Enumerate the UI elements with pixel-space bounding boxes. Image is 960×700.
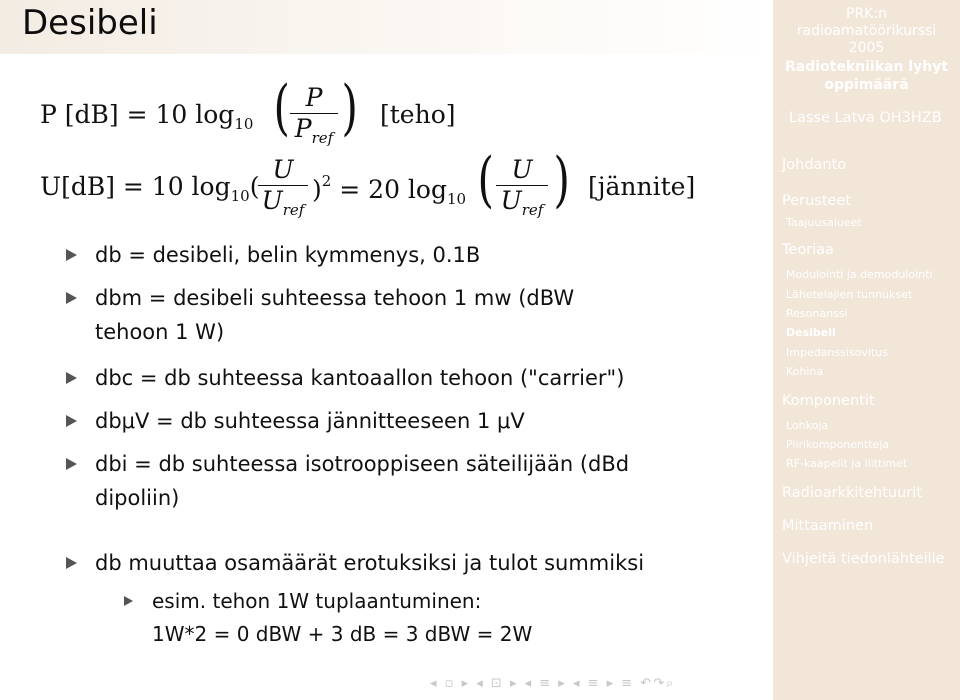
sidebar-sub-taajuusalueet[interactable]: Taajuusalueet: [786, 216, 862, 229]
sidebar-sub-impedanssisovitus[interactable]: Impedanssisovitus: [786, 346, 888, 359]
bullet-item-db: db = desibeli, belin kymmenys, 0.1B: [95, 243, 481, 267]
power-log-base: 10: [234, 115, 254, 133]
sidebar-sub-rf-kaapelit[interactable]: RF-kaapelit ja liittimet: [786, 457, 908, 470]
sidebar-sub-desibeli[interactable]: Desibeli: [786, 326, 836, 339]
sidebar-sub-resonanssi[interactable]: Resonanssi: [786, 307, 848, 320]
bullet-item-dbm: dbm = desibeli suhteessa tehoon 1 mw (dBW: [95, 286, 575, 310]
sidebar-course-line-1: PRK:n: [846, 6, 887, 22]
sidebar-section-mittaaminen[interactable]: Mittaaminen: [782, 518, 874, 534]
power-equation: [40, 100, 253, 133]
voltage-exponent: 2: [321, 172, 332, 190]
sidebar-section-vihjeita[interactable]: Vihjeitä tiedonlähteille: [782, 551, 945, 567]
sidebar-section-johdanto[interactable]: Johdanto: [782, 157, 847, 173]
bullet-marker: [66, 557, 77, 569]
bullet-item-dbi-continued: dipoliin): [95, 486, 180, 510]
sub-bullet-example: esim. tehon 1W tuplaantuminen:: [152, 589, 482, 613]
voltage-left-paren: (: [477, 145, 494, 215]
voltage-fraction-1: [258, 155, 308, 225]
voltage-equation-lhs: U[dB] = 10 log: [40, 172, 231, 201]
bullet-item-db-operations: db muuttaa osamäärät erotuksiksi ja tulot summiksi: [95, 551, 645, 575]
voltage-unit: [jännite]: [588, 172, 696, 201]
sidebar: [773, 0, 960, 700]
power-equation-lhs: P [dB] = 10 log: [40, 100, 235, 129]
bullet-item-dbi: dbi = db suhteessa isotrooppiseen säteilijään (dBd: [95, 452, 630, 476]
bullet-marker: [66, 249, 77, 261]
sidebar-sub-modulointi[interactable]: Modulointi ja demodulointi: [786, 268, 933, 281]
frame-title: Desibeli: [22, 3, 158, 43]
sub-bullet-calculation: 1W*2 = 0 dBW + 3 dB = 3 dBW = 2W: [152, 622, 533, 646]
voltage-middle: [312, 172, 466, 208]
sidebar-section-perusteet[interactable]: Perusteet: [782, 193, 852, 209]
sidebar-course-line-5: oppimäärä: [824, 77, 909, 93]
voltage-denominator-2: $U_{ref}$: [496, 185, 548, 225]
bullet-marker: [66, 458, 77, 470]
bullet-marker: [66, 372, 77, 384]
voltage-open-paren: (: [249, 172, 260, 201]
sidebar-sub-kohina[interactable]: Kohina: [786, 365, 824, 378]
voltage-right-paren: ): [553, 145, 570, 215]
sidebar-section-komponentit[interactable]: Komponentit: [782, 393, 875, 409]
bullet-item-dbc: dbc = db suhteessa kantoaallon tehoon ("carrier"): [95, 366, 625, 390]
sidebar-sub-lahetelajien-tunnukset[interactable]: Lähetelajien tunnukset: [786, 288, 913, 301]
voltage-denominator-1: $U_{ref}$: [258, 185, 308, 225]
sidebar-section-radioarkkitehtuurit[interactable]: Radioarkkitehtuurit: [782, 485, 922, 501]
sidebar-sub-piirikomponentteja[interactable]: Piirikomponentteja: [786, 438, 890, 451]
voltage-log-base: 10: [230, 187, 250, 205]
sidebar-course-line-4: Radiotekniikan lyhyt: [784, 59, 949, 75]
bullet-marker: [66, 292, 77, 304]
sub-bullet-marker: [124, 596, 133, 606]
voltage-log-base-2: 10: [446, 190, 467, 208]
bullet-item-dbm-continued: tehoon 1 W): [95, 320, 225, 344]
beamer-navigation-symbols[interactable]: ◂ ▫ ▸ ◂ ⊡ ▸ ◂ ≡ ▸ ◂ ≡ ▸ ≡ ↶↷⌕: [430, 676, 676, 691]
sidebar-author: Lasse Latva OH3HZB: [789, 110, 942, 126]
power-unit: [teho]: [380, 100, 456, 129]
bullet-item-dbuv: dbμV = db suhteessa jännitteeseen 1 μV: [95, 409, 525, 433]
sidebar-sub-lohkoja[interactable]: Lohkoja: [786, 419, 829, 432]
sidebar-course-line-3: 2005: [848, 40, 885, 56]
bullet-marker: [66, 415, 77, 427]
voltage-numerator-1: U: [272, 155, 294, 184]
power-numerator: P: [305, 83, 323, 112]
sidebar-course-line-2: radioamatöörikurssi: [796, 23, 937, 39]
sidebar-section-teoriaa[interactable]: Teoriaa: [782, 242, 834, 258]
power-left-paren: (: [273, 73, 290, 143]
voltage-numerator-2: U: [511, 155, 533, 184]
power-denominator: $P_{ref}$: [290, 113, 338, 153]
voltage-close-paren: ): [312, 175, 322, 204]
power-fraction: [290, 83, 338, 153]
voltage-middle-text: = 20 log: [339, 175, 447, 204]
power-right-paren: ): [341, 73, 358, 143]
voltage-fraction-2: [496, 155, 548, 225]
voltage-equation: [40, 172, 259, 205]
